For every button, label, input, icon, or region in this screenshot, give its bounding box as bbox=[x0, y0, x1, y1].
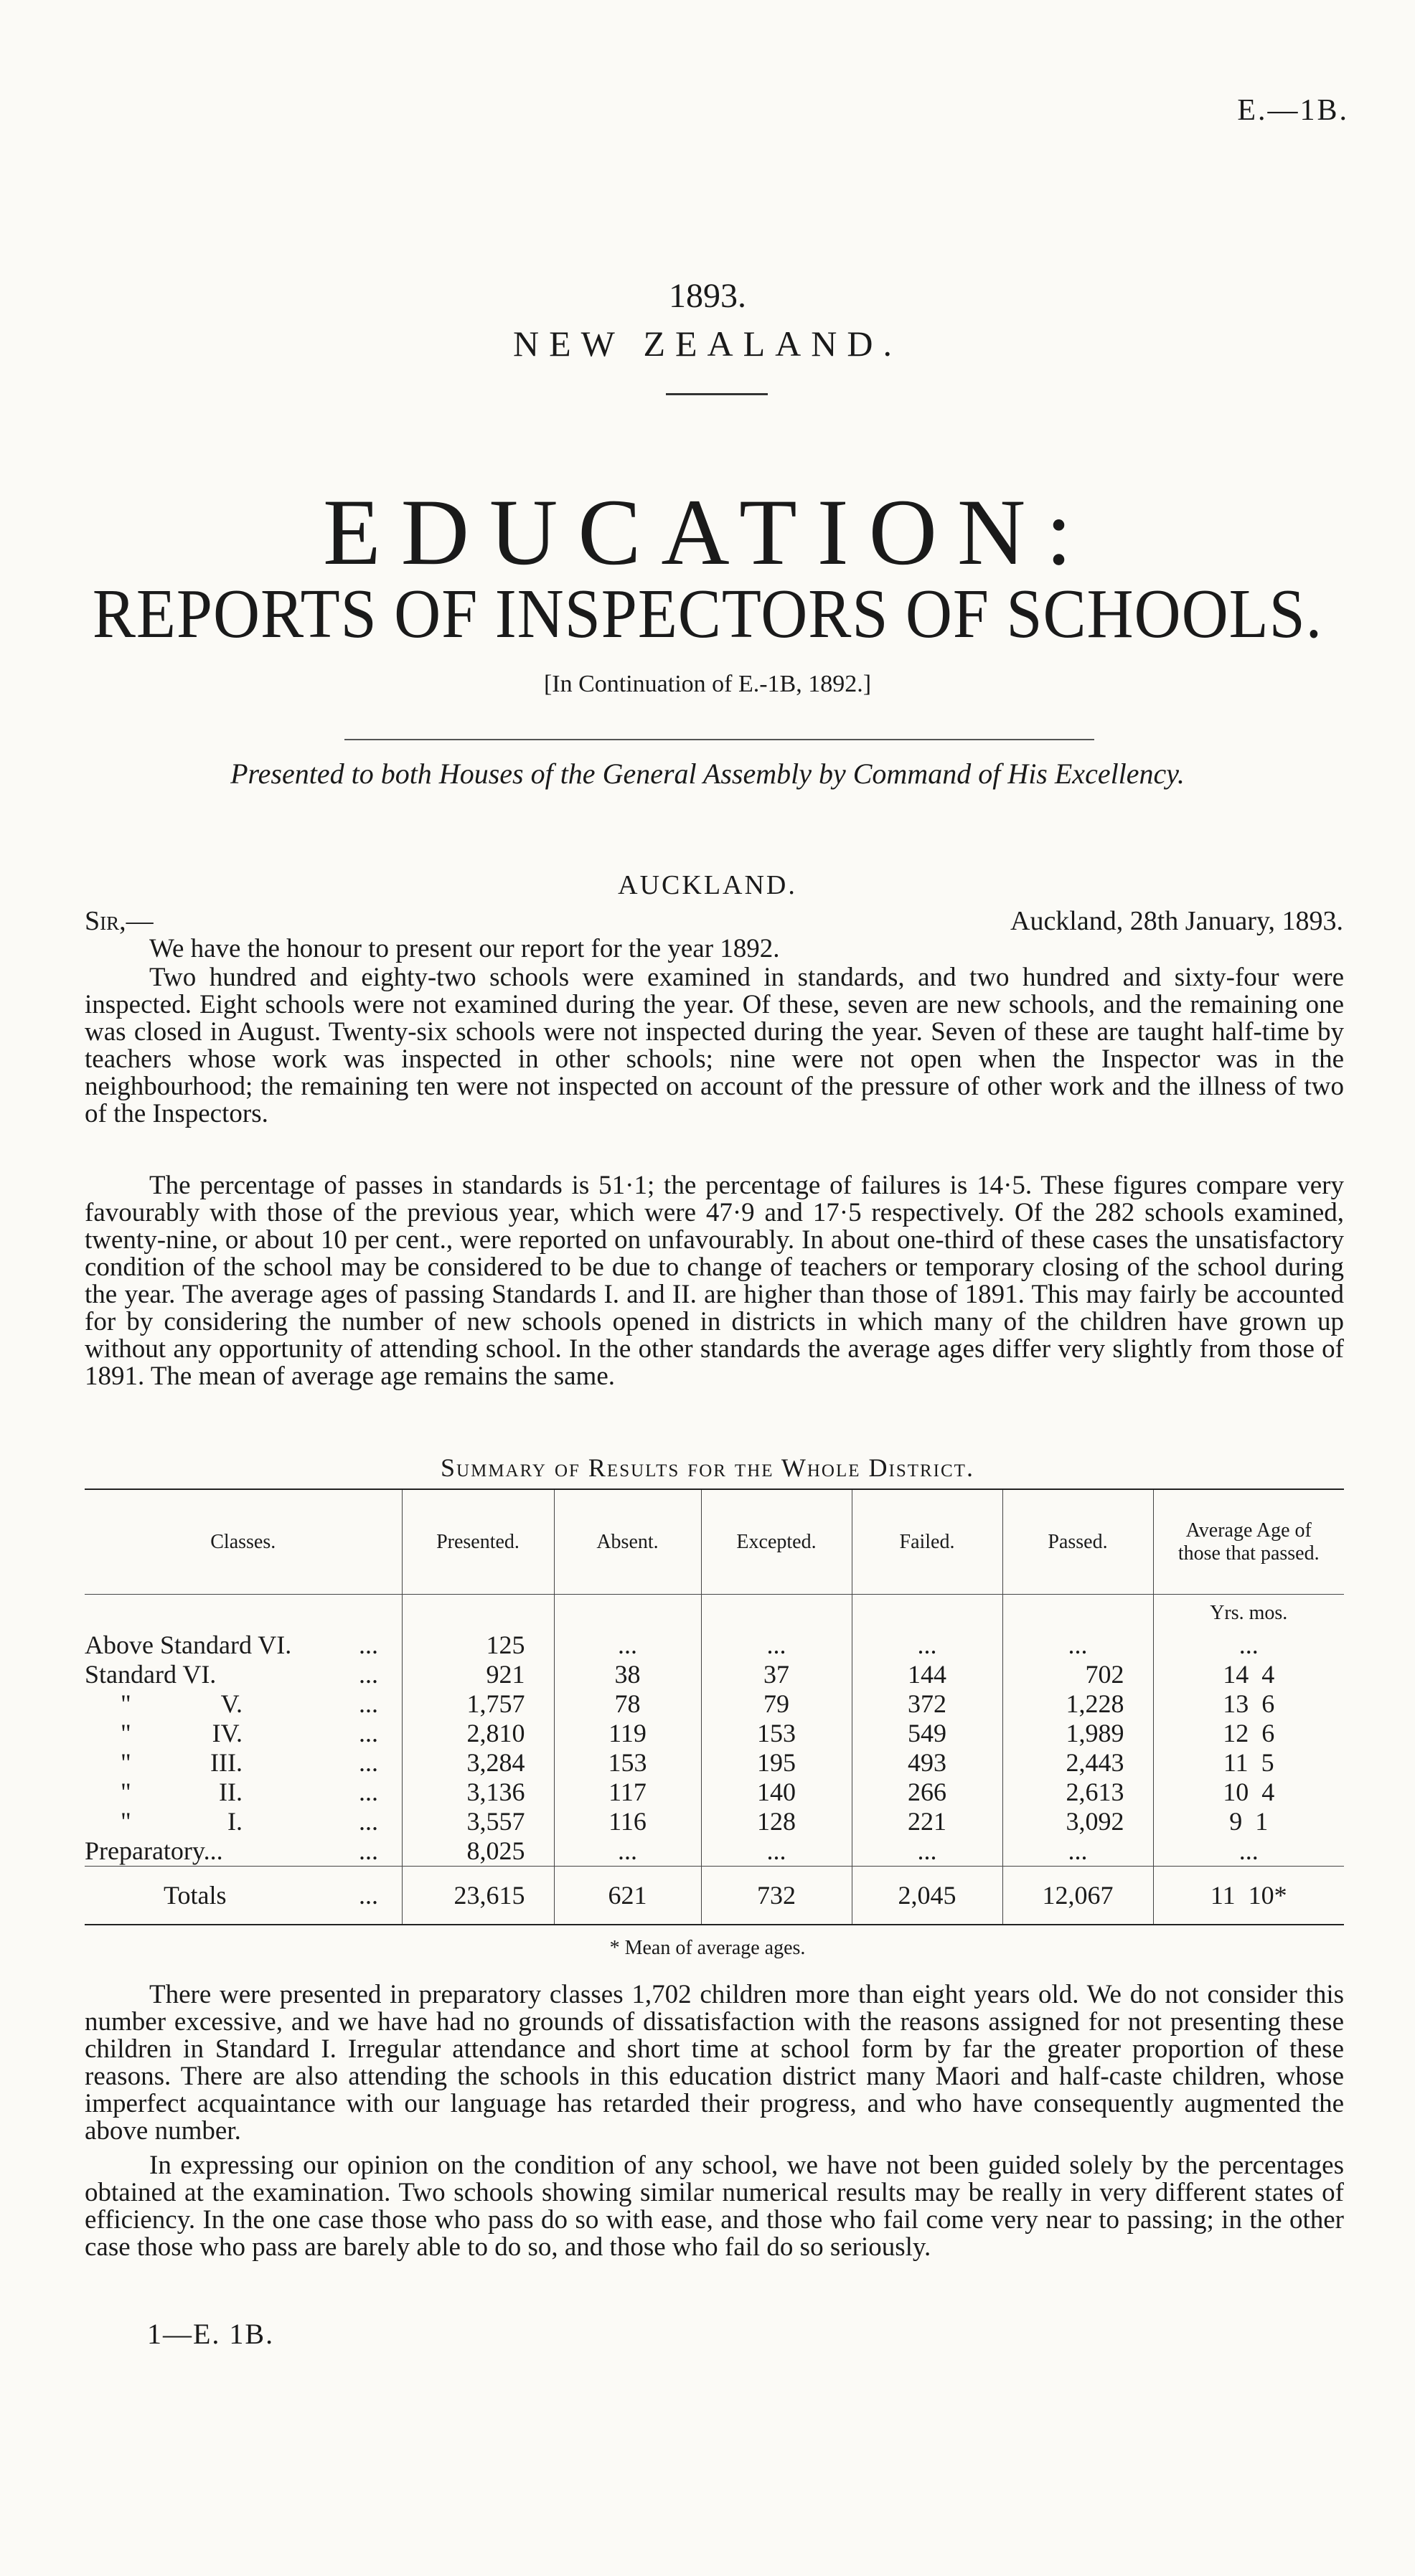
cell-average-age: ... bbox=[1153, 1836, 1344, 1867]
country-heading: NEW ZEALAND. bbox=[513, 324, 902, 364]
salutation: Sir,— bbox=[85, 906, 154, 936]
cell-absent: 153 bbox=[554, 1748, 701, 1778]
short-divider bbox=[666, 393, 768, 395]
cell-passed: 2,443 bbox=[1002, 1748, 1153, 1778]
leader-dots: ... bbox=[359, 1807, 378, 1836]
cell-presented: 3,557 bbox=[402, 1807, 554, 1836]
cell-excepted: 37 bbox=[701, 1660, 852, 1689]
cell-passed: 702 bbox=[1002, 1660, 1153, 1689]
table-row bbox=[85, 1689, 1344, 1719]
cell-excepted: ... bbox=[701, 1836, 852, 1867]
header-failed: Failed. bbox=[852, 1489, 1002, 1595]
year-heading: 1893. bbox=[669, 277, 746, 315]
cell-failed: 144 bbox=[852, 1660, 1002, 1689]
table-header-row bbox=[85, 1489, 1344, 1595]
cell-failed: 493 bbox=[852, 1748, 1002, 1778]
cell-average-age: 11 5 bbox=[1153, 1748, 1344, 1778]
continuation-note: [In Continuation of E.-1B, 1892.] bbox=[543, 671, 872, 697]
paragraph-preparatory: There were presented in preparatory classes 1,702 children more than eight years old. We do not consider this number excessive, and we have had no grounds of dissatisfaction with the reasons assigned for not presenting these children in Standard I. Irregular attendance and short time at school form by far the greater proportion of these reasons. There are also attending the schools in this education district many Maori and half-caste children, whose imperfect acquaintance with our language has retarded their progress, and who have consequently augmented the above number. bbox=[85, 1980, 1344, 2146]
table-row bbox=[85, 1807, 1344, 1836]
row-label: " IV. ... bbox=[85, 1719, 402, 1748]
paragraph-intro: We have the honour to present our report for the year 1892. bbox=[149, 934, 780, 963]
ditto-mark: " bbox=[121, 1807, 131, 1836]
totals-presented: 23,615 bbox=[402, 1867, 554, 1925]
cell-absent: ... bbox=[554, 1836, 701, 1867]
cell-excepted: 79 bbox=[701, 1689, 852, 1719]
cell-presented: 2,810 bbox=[402, 1719, 554, 1748]
row-label: Standard VI. ... bbox=[85, 1660, 378, 1689]
totals-age: 11 10* bbox=[1153, 1867, 1344, 1925]
cell-average-age: 10 4 bbox=[1153, 1778, 1344, 1807]
table-row bbox=[85, 1778, 1344, 1807]
header-absent: Absent. bbox=[554, 1489, 701, 1595]
ditto-mark: " bbox=[121, 1689, 131, 1718]
totals-row bbox=[85, 1867, 1344, 1925]
table-row bbox=[85, 1631, 1344, 1660]
table-footnote: * Mean of average ages. bbox=[609, 1937, 806, 1959]
totals-excepted: 732 bbox=[701, 1867, 852, 1925]
cell-passed: 1,228 bbox=[1002, 1689, 1153, 1719]
cell-excepted: ... bbox=[701, 1631, 852, 1660]
cell-presented: 921 bbox=[402, 1660, 554, 1689]
wide-divider bbox=[344, 739, 1094, 740]
document-code: E.—1B. bbox=[1237, 94, 1349, 127]
table-title: Summary of Results for the Whole District. bbox=[441, 1453, 974, 1482]
cell-passed: ... bbox=[1002, 1631, 1153, 1660]
age-units: Yrs. mos. bbox=[1153, 1595, 1344, 1631]
table-row bbox=[85, 1660, 1344, 1689]
cell-absent: 78 bbox=[554, 1689, 701, 1719]
cell-failed: ... bbox=[852, 1836, 1002, 1867]
cell-presented: 1,757 bbox=[402, 1689, 554, 1719]
leader-dots: ... bbox=[359, 1836, 378, 1865]
cell-excepted: 140 bbox=[701, 1778, 852, 1807]
cell-excepted: 153 bbox=[701, 1719, 852, 1748]
cell-absent: 119 bbox=[554, 1719, 701, 1748]
row-label: " II. ... bbox=[85, 1778, 402, 1807]
totals-failed: 2,045 bbox=[852, 1867, 1002, 1925]
header-average-age: Average Age of those that passed. bbox=[1153, 1489, 1344, 1595]
cell-passed: ... bbox=[1002, 1836, 1153, 1867]
row-label: Above Standard VI. ... bbox=[85, 1631, 378, 1659]
header-presented: Presented. bbox=[402, 1489, 554, 1595]
totals-label: Totals ... bbox=[85, 1867, 402, 1925]
cell-absent: 117 bbox=[554, 1778, 701, 1807]
cell-absent: 116 bbox=[554, 1807, 701, 1836]
cell-presented: 125 bbox=[402, 1631, 554, 1660]
row-label: " I. ... bbox=[85, 1807, 402, 1836]
leader-dots: ... bbox=[359, 1748, 378, 1777]
units-row bbox=[85, 1595, 1344, 1631]
subtitle: REPORTS OF INSPECTORS OF SCHOOLS. bbox=[92, 575, 1323, 653]
table-row bbox=[85, 1748, 1344, 1778]
dateline: Auckland, 28th January, 1893. bbox=[1010, 906, 1343, 936]
ditto-mark: " bbox=[121, 1778, 131, 1806]
cell-absent: ... bbox=[554, 1631, 701, 1660]
cell-absent: 38 bbox=[554, 1660, 701, 1689]
ditto-mark: " bbox=[121, 1748, 131, 1777]
cell-failed: 221 bbox=[852, 1807, 1002, 1836]
row-label: " III. ... bbox=[85, 1748, 402, 1778]
paragraph-schools-examined: Two hundred and eighty-two schools were examined in standards, and two hundred and sixty-four were inspected. Eight schools were not examined during the year. Of these, seven are new schools, and the remaining one was closed in August. Twenty-six schools were not inspected during the year. Seven of these are taught half-time by teachers whose work was inspected in other schools; nine were not open when the Inspector was in the neighbourhood; the remaining ten were not inspected on account of the pressure of other work and the illness of two of the Inspectors. bbox=[85, 963, 1344, 1128]
table-row bbox=[85, 1836, 1344, 1867]
ditto-mark: " bbox=[121, 1719, 131, 1747]
leader-dots: ... bbox=[359, 1631, 378, 1659]
cell-passed: 2,613 bbox=[1002, 1778, 1153, 1807]
cell-failed: ... bbox=[852, 1631, 1002, 1660]
table-row bbox=[85, 1719, 1344, 1748]
cell-failed: 372 bbox=[852, 1689, 1002, 1719]
totals-passed: 12,067 bbox=[1002, 1867, 1153, 1925]
results-table bbox=[85, 1488, 1344, 1925]
leader-dots: ... bbox=[359, 1778, 378, 1806]
paragraph-opinion: In expressing our opinion on the condition of any school, we have not been guided solely by the percentages obtained at the examination. Two schools showing similar numerical results may be really in very different states of efficiency. In the one case those who pass do so with ease, and those who fail come very near to passing; in the other case those who pass are barely able to do so, and those who fail do so seriously. bbox=[85, 2151, 1344, 2262]
district-heading: AUCKLAND. bbox=[618, 870, 797, 900]
cell-failed: 549 bbox=[852, 1719, 1002, 1748]
cell-average-age: 14 4 bbox=[1153, 1660, 1344, 1689]
cell-presented: 3,136 bbox=[402, 1778, 554, 1807]
cell-average-age: 13 6 bbox=[1153, 1689, 1344, 1719]
row-label: " V. ... bbox=[85, 1689, 402, 1719]
cell-passed: 3,092 bbox=[1002, 1807, 1153, 1836]
cell-excepted: 195 bbox=[701, 1748, 852, 1778]
cell-average-age: 12 6 bbox=[1153, 1719, 1344, 1748]
presentation-line: Presented to both Houses of the General Assembly by Command of His Excellency. bbox=[230, 758, 1185, 790]
paragraph-percentages: The percentage of passes in standards is 51·1; the percentage of failures is 14·5. These figures compare very favourably with those of the previous year, which were 47·9 and 17·5 respectively. Of the 282 schools examined, twenty-nine, or about 10 per cent., were reported on unfavourably. In about one-third of these cases the unsatisfactory condition of the school may be considered to be due to change of teachers or temporary closing of the school during the year. The average ages of passing Standards I. and II. are higher than those of 1891. This may fairly be accounted for by considering the number of new schools opened in districts in which many of the children have grown up without any opportunity of attending school. In the other standards the average ages differ very slightly from those of 1891. The mean of average age remains the same. bbox=[85, 1171, 1344, 1391]
row-label: Preparatory... ... bbox=[85, 1836, 378, 1865]
header-excepted: Excepted. bbox=[701, 1489, 852, 1595]
cell-average-age: 9 1 bbox=[1153, 1807, 1344, 1836]
cell-excepted: 128 bbox=[701, 1807, 852, 1836]
leader-dots: ... bbox=[359, 1689, 378, 1718]
cell-presented: 8,025 bbox=[402, 1836, 554, 1867]
leader-dots: ... bbox=[359, 1660, 378, 1689]
cell-presented: 3,284 bbox=[402, 1748, 554, 1778]
cell-failed: 266 bbox=[852, 1778, 1002, 1807]
header-classes: Classes. bbox=[85, 1489, 402, 1595]
cell-passed: 1,989 bbox=[1002, 1719, 1153, 1748]
main-title: EDUCATION: bbox=[323, 479, 1092, 585]
sheet-signature: 1—E. 1B. bbox=[147, 2318, 275, 2350]
totals-absent: 621 bbox=[554, 1867, 701, 1925]
cell-average-age: ... bbox=[1153, 1631, 1344, 1660]
header-passed: Passed. bbox=[1002, 1489, 1153, 1595]
leader-dots: ... bbox=[359, 1719, 378, 1747]
